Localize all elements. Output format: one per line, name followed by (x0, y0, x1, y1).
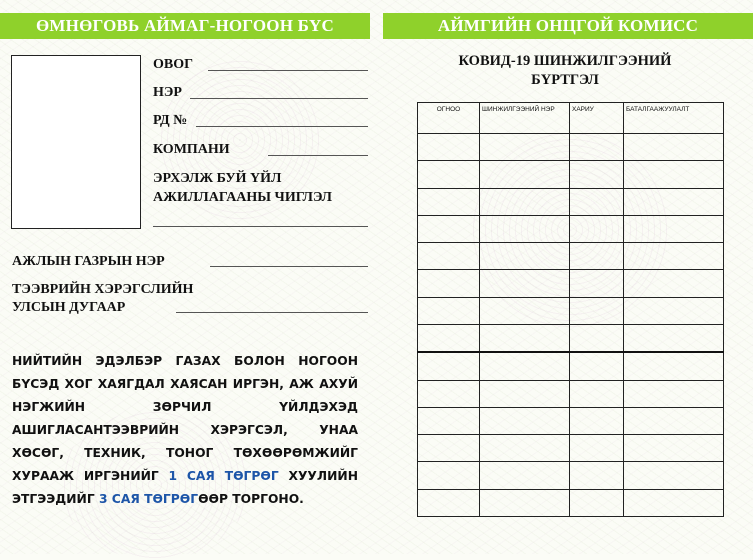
result-cell[interactable] (570, 489, 624, 516)
company-line[interactable] (268, 155, 368, 156)
verification-cell[interactable] (624, 134, 724, 161)
activity-label-line1: ЭРХЭЛЖ БУЙ ҮЙЛ (153, 171, 282, 186)
title-line1: КОВИД-19 ШИНЖИЛГЭЭНИЙ (458, 53, 672, 69)
date-cell[interactable] (418, 462, 480, 489)
verification-cell[interactable] (624, 297, 724, 324)
test-name-cell[interactable] (480, 188, 570, 215)
test-name-cell[interactable] (480, 324, 570, 352)
date-cell[interactable] (418, 161, 480, 188)
firstname-label: НЭР (153, 85, 182, 100)
verification-cell[interactable] (624, 324, 724, 352)
result-cell[interactable] (570, 435, 624, 462)
fine-amount-individual: 1 САЯ ТӨГРӨГ (168, 469, 279, 483)
verification-cell[interactable] (624, 489, 724, 516)
activity-label-line2: АЖИЛЛАГААНЫ ЧИГЛЭЛ (153, 190, 332, 205)
test-name-cell[interactable] (480, 297, 570, 324)
date-cell[interactable] (418, 134, 480, 161)
col-verification-header: БАТАЛГААЖУУЛАЛТ (624, 103, 724, 134)
test-name-cell[interactable] (480, 270, 570, 297)
date-cell[interactable] (418, 380, 480, 407)
verification-cell[interactable] (624, 243, 724, 270)
result-cell[interactable] (570, 352, 624, 380)
result-cell[interactable] (570, 215, 624, 242)
result-cell[interactable] (570, 407, 624, 434)
date-cell[interactable] (418, 489, 480, 516)
result-cell[interactable] (570, 161, 624, 188)
table-row (418, 134, 724, 161)
notice-text-2: ХУУЛИЙН ЭТГЭЭДИЙГ (12, 469, 358, 506)
test-name-cell[interactable] (480, 407, 570, 434)
verification-cell[interactable] (624, 380, 724, 407)
table-header-row (418, 103, 724, 134)
company-label: КОМПАНИ (153, 142, 230, 157)
col-date-header: ОГНОО (418, 103, 480, 134)
workplace-line[interactable] (210, 266, 368, 267)
covid-register-title (430, 52, 700, 90)
test-name-cell[interactable] (480, 243, 570, 270)
table-row (418, 161, 724, 188)
verification-cell[interactable] (624, 270, 724, 297)
table-row (418, 243, 724, 270)
date-cell[interactable] (418, 407, 480, 434)
reg-no-label: РД № (153, 113, 188, 128)
table-row (418, 297, 724, 324)
table-row (418, 188, 724, 215)
firstname-line[interactable] (190, 98, 368, 99)
right-header: АЙМГИЙН ОНЦГОЙ КОМИСС (383, 13, 753, 39)
table-row (418, 324, 724, 352)
photo-box (11, 55, 141, 229)
fine-amount-legal-entity: 3 САЯ ТӨГРӨГ (98, 492, 199, 506)
notice-text-1: НИЙТИЙН ЭДЭЛБЭР ГАЗАХ БОЛОН НОГООН БҮСЭД ХОГ ХАЯГДАЛ ХАЯСАН ИРГЭН, АЖ АХУЙ НЭГЖИЙН ЗӨРЧИЛ ҮЙЛДЭХЭД АШИГЛАСАНТЭЭВРИЙН ХЭРЭГСЭЛ, УНАА ХӨСӨГ, ТЕХНИК, ТОНОГ ТӨХӨӨРӨМЖИЙГ ХУРААЖ ИРГЭНИЙГ (12, 354, 358, 483)
test-name-cell[interactable] (480, 352, 570, 380)
date-cell[interactable] (418, 297, 480, 324)
result-cell[interactable] (570, 188, 624, 215)
verification-cell[interactable] (624, 188, 724, 215)
col-result-header: ХАРИУ (570, 103, 624, 134)
left-header: ӨМНӨГОВЬ АЙМАГ-НОГООН БҮС (0, 13, 370, 39)
table-row (418, 435, 724, 462)
lastname-line[interactable] (208, 70, 368, 71)
date-cell[interactable] (418, 215, 480, 242)
test-name-cell[interactable] (480, 462, 570, 489)
vehicle-label-line2: УЛСЫН ДУГААР (12, 300, 126, 315)
verification-cell[interactable] (624, 462, 724, 489)
verification-cell[interactable] (624, 407, 724, 434)
result-cell[interactable] (570, 380, 624, 407)
activity-line[interactable] (153, 226, 368, 227)
date-cell[interactable] (418, 188, 480, 215)
warning-notice (12, 350, 358, 511)
col-test-name-header: ШИНЖИЛГЭЭНИЙ НЭР (480, 103, 570, 134)
workplace-label: АЖЛЫН ГАЗРЫН НЭР (12, 254, 165, 269)
test-name-cell[interactable] (480, 215, 570, 242)
result-cell[interactable] (570, 324, 624, 352)
table-row (418, 462, 724, 489)
vehicle-line[interactable] (176, 312, 368, 313)
result-cell[interactable] (570, 297, 624, 324)
verification-cell[interactable] (624, 352, 724, 380)
date-cell[interactable] (418, 352, 480, 380)
date-cell[interactable] (418, 243, 480, 270)
result-cell[interactable] (570, 462, 624, 489)
date-cell[interactable] (418, 324, 480, 352)
notice-text-3: ӨӨР ТОРГОНО. (198, 492, 304, 506)
lastname-label: ОВОГ (153, 57, 194, 72)
verification-cell[interactable] (624, 435, 724, 462)
verification-cell[interactable] (624, 161, 724, 188)
verification-cell[interactable] (624, 215, 724, 242)
date-cell[interactable] (418, 435, 480, 462)
vehicle-label-line1: ТЭЭВРИЙН ХЭРЭГСЛИЙН (12, 282, 194, 297)
table-row (418, 407, 724, 434)
result-cell[interactable] (570, 243, 624, 270)
table-row (418, 380, 724, 407)
table-row (418, 352, 724, 380)
result-cell[interactable] (570, 134, 624, 161)
covid-test-table (417, 102, 724, 517)
reg-no-line[interactable] (196, 126, 368, 127)
table-row (418, 215, 724, 242)
table-row (418, 270, 724, 297)
date-cell[interactable] (418, 270, 480, 297)
test-name-cell[interactable] (480, 161, 570, 188)
test-name-cell[interactable] (480, 489, 570, 516)
title-line2: БҮРТГЭЛ (531, 72, 599, 88)
result-cell[interactable] (570, 270, 624, 297)
test-name-cell[interactable] (480, 435, 570, 462)
test-name-cell[interactable] (480, 380, 570, 407)
test-name-cell[interactable] (480, 134, 570, 161)
table-row (418, 489, 724, 516)
